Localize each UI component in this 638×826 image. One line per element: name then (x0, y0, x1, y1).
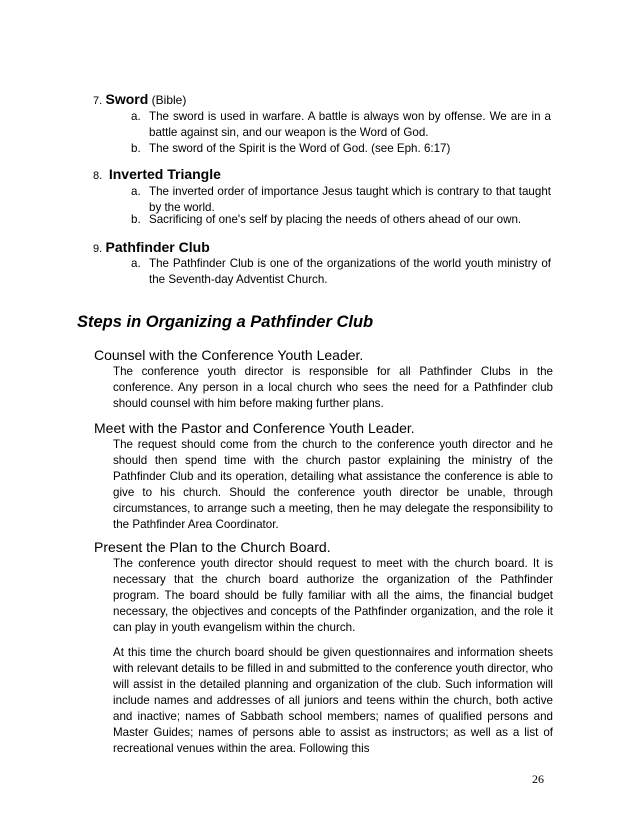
section-title-present: Present the Plan to the Church Board. (94, 539, 331, 555)
paragraph: The request should come from the church to the conference youth director and he should then spend time with the church pastor explaining the ministry of the Pathfinder Club and its operation, detailing what assistance the conference is able to give to his church. Should the conference youth director be unable, through circumstances, to arrange such a meeting, then he may delegate the responsibility to the Pathfinder Area Coordinator. (113, 438, 553, 531)
subpoint-text: The Pathfinder Club is one of the organizations of the world youth ministry of the Seventh-day Adventist Church. (149, 257, 551, 286)
subpoint-marker: a. (131, 185, 141, 198)
section-heading: Steps in Organizing a Pathfinder Club (77, 313, 374, 331)
page-number: 26 (532, 772, 544, 786)
paragraph: The conference youth director is responsible for all Pathfinder Clubs in the conference. Any person in a local church who sees the need for a Pathfinder club should counsel with him before making further plans. (113, 365, 553, 410)
subpoint-text: The sword of the Spirit is the Word of God. (see Eph. 6:17) (149, 142, 451, 155)
item-number: 9. (93, 243, 103, 255)
subpoint (131, 212, 551, 228)
item-name: Pathfinder Club (105, 239, 210, 255)
item-name: Sword (105, 91, 149, 107)
subpoint-text: The sword is used in warfare. A battle is always won by offense. We are in a battle against sin, and our weapon is the Word of God. (149, 110, 551, 139)
subpoint (131, 109, 551, 141)
list-item-9 (93, 239, 210, 255)
paragraph: The conference youth director should request to meet with the church board. It is necessary that the church board authorize the organization of the Pathfinder program. The board should be fully familiar with all the aims, the financial budget necessary, the objectives and concepts of the Pathfinder organization, and the role it can play in youth evangelism within the church. (113, 557, 553, 634)
paragraph: At this time the church board should be given questionnaires and information sheets with relevant details to be filled in and submitted to the conference youth director, who will assist in the detailed planning and organization of the club. Such information will include names and addresses of all juniors and teens within the church, both active and inactive; names of Sabbath school members; names of qualified persons and Master Guides; names of persons able to assist as instructors; as well as a list of recreational venues within the area. Following this (113, 646, 553, 755)
section-title-meet: Meet with the Pastor and Conference Youth Leader. (94, 420, 415, 436)
section-title-counsel: Counsel with the Conference Youth Leader. (94, 347, 364, 363)
subpoint (131, 141, 551, 157)
subpoint-marker: a. (131, 110, 141, 123)
subpoint-marker: a. (131, 257, 141, 270)
subpoint-marker: b. (131, 213, 141, 226)
list-item-8 (93, 166, 221, 182)
subpoint-marker: b. (131, 142, 141, 155)
item-qualifier: (Bible) (151, 93, 187, 107)
subpoint (131, 256, 551, 288)
item-number: 8. (93, 170, 103, 182)
subpoint-text: The inverted order of importance Jesus taught which is contrary to that taught by the world. (149, 185, 551, 214)
list-item-7 (93, 91, 186, 107)
subpoint-text: Sacrificing of one's self by placing the needs of others ahead of our own. (149, 213, 522, 226)
item-name: Inverted Triangle (108, 166, 221, 182)
item-number: 7. (93, 95, 103, 107)
